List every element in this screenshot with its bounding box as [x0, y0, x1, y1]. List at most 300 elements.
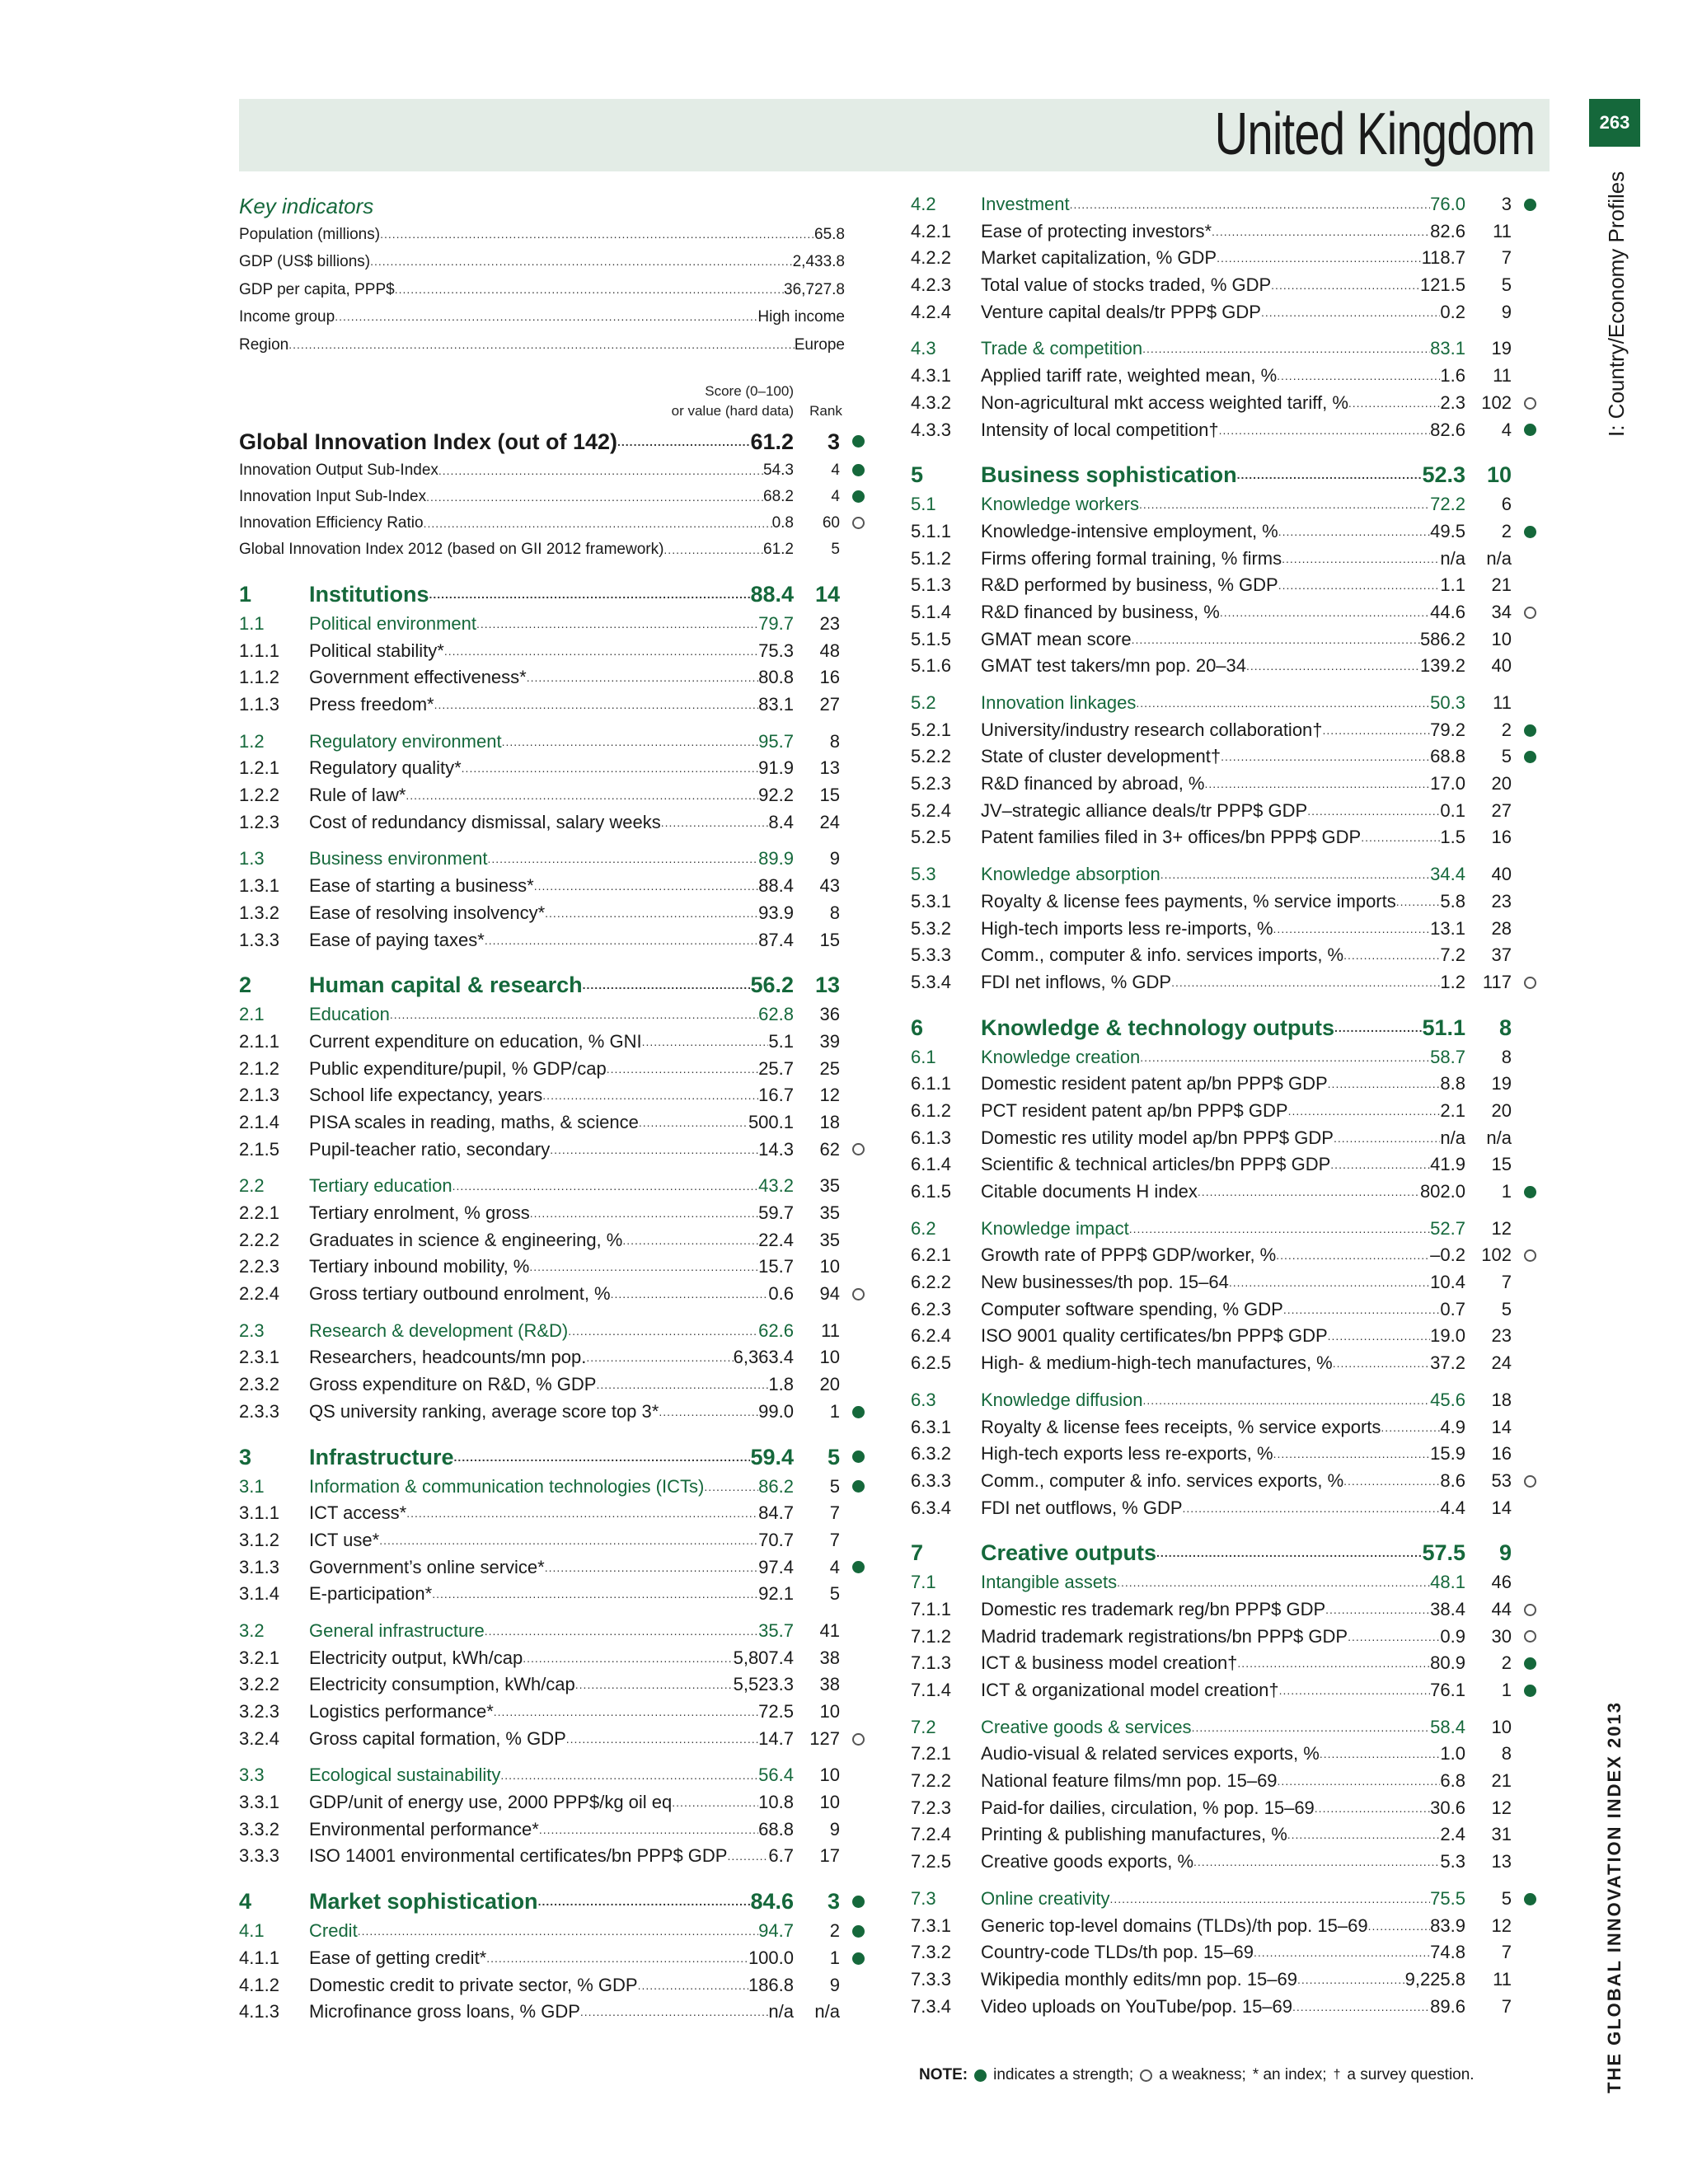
strength-marker — [852, 464, 865, 476]
indicator-row — [239, 900, 890, 927]
indicator-label: Tertiary inbound mobility, % — [309, 1256, 530, 1277]
marker-cell — [1517, 1296, 1543, 1324]
key-indicator-label: Population (millions) — [239, 226, 381, 243]
indicator-rank: 3 — [1501, 194, 1512, 214]
marker-cell — [845, 1109, 871, 1137]
indicator-label: E-participation* — [309, 1583, 433, 1605]
marker-cell — [845, 510, 871, 537]
leader-dots — [545, 900, 758, 927]
label-cell — [309, 664, 794, 691]
label-cell — [309, 1441, 794, 1474]
indicator-number: 2.1.2 — [239, 1057, 279, 1079]
note-label: NOTE: — [919, 2066, 968, 2083]
label-cell — [981, 1714, 1465, 1741]
label-cell — [981, 771, 1465, 798]
leader-dots — [1212, 218, 1430, 246]
label-cell — [309, 1227, 794, 1254]
indicator-row — [911, 1179, 1554, 1206]
score-header-line1: Score (0–100) — [705, 382, 794, 399]
indicator-number: 5.1.2 — [911, 547, 951, 569]
label-cell — [981, 1569, 1465, 1596]
indicator-label: JV–strategic alliance deals/tr PPP$ GDP — [981, 799, 1308, 821]
leader-dots — [454, 1441, 751, 1474]
indicator-label: Knowledge workers — [981, 494, 1139, 515]
marker-cell — [1517, 1886, 1543, 1913]
indicator-row — [911, 888, 1554, 916]
indicator-row — [911, 572, 1554, 599]
indicator-label: Knowledge diffusion — [981, 1389, 1143, 1410]
indicator-number: 7.1.4 — [911, 1680, 951, 1700]
indicator-number: 4.1 — [239, 1920, 265, 1942]
indicator-row — [911, 1768, 1554, 1795]
indicator-value: 83.1 — [1430, 338, 1465, 359]
indicator-row — [239, 1581, 890, 1608]
indicator-row — [911, 417, 1554, 444]
indicator-number: 7.2.1 — [911, 1743, 951, 1765]
indicator-row — [239, 873, 890, 900]
marker-cell — [845, 1554, 871, 1582]
indicator-value: 5,523.3 — [733, 1674, 794, 1695]
indicator-number: 5.3 — [911, 864, 936, 885]
indicator-row — [911, 1495, 1554, 1522]
indicator-number: 5.1.1 — [911, 520, 951, 541]
label-cell — [309, 1082, 794, 1109]
marker-cell — [1517, 1387, 1543, 1414]
indicator-rank: 14 — [1491, 1497, 1512, 1518]
indicator-value: 59.7 — [758, 1202, 794, 1224]
marker-cell — [845, 1137, 871, 1164]
label-cell — [309, 1999, 794, 2026]
indicator-label: Microfinance gross loans, % GDP — [309, 2001, 580, 2022]
indicator-value: 82.6 — [1430, 419, 1465, 440]
label-cell — [981, 717, 1465, 744]
marker-cell — [1517, 1741, 1543, 1768]
pillar-row — [239, 1441, 890, 1474]
indicator-label: Royalty & license fees receipts, % service exports — [981, 1416, 1381, 1437]
indicator-rank: 1 — [829, 1947, 840, 1968]
label-cell — [981, 824, 1465, 851]
indicator-value: n/a — [1440, 547, 1465, 569]
leader-dots — [370, 248, 793, 275]
indicator-value: 38.4 — [1430, 1598, 1465, 1619]
marker-cell — [1517, 363, 1543, 390]
marker-cell — [1517, 546, 1543, 573]
leader-dots — [487, 846, 758, 873]
indicator-value: 61.2 — [763, 540, 794, 558]
indicator-value: 10.4 — [1430, 1272, 1465, 1293]
indicator-row — [911, 363, 1554, 390]
indicator-value: 35.7 — [758, 1619, 794, 1641]
indicator-value: 93.9 — [758, 902, 794, 923]
side-label-bottom — [1601, 1701, 1627, 2093]
indicator-value: 802.0 — [1419, 1181, 1465, 1202]
indicator-label: Computer software spending, % GDP — [981, 1298, 1283, 1319]
indicator-rank: 8 — [1501, 1743, 1512, 1765]
sub-pillar-row — [239, 846, 890, 873]
label-cell — [309, 1500, 794, 1527]
indicator-label: GDP/unit of energy use, 2000 PPP$/kg oil eq — [309, 1792, 673, 1813]
indicator-label: National feature films/mn pop. 15–69 — [981, 1770, 1278, 1792]
marker-cell — [1517, 458, 1543, 491]
indicator-label: School life expectancy, years — [309, 1085, 543, 1106]
marker-cell — [1517, 942, 1543, 969]
indicator-number: 5.3.1 — [911, 890, 951, 912]
indicator-rank: 53 — [1491, 1469, 1512, 1491]
label-cell — [981, 1071, 1465, 1098]
indicator-rank: 23 — [1491, 1325, 1512, 1347]
sub-pillar-row — [239, 1001, 890, 1029]
sub-pillar-row — [911, 1569, 1554, 1596]
leader-dots — [1282, 546, 1440, 573]
label-cell — [981, 1495, 1465, 1522]
indicator-number: 7.3 — [911, 1887, 936, 1909]
leader-dots — [1132, 626, 1420, 654]
indicator-row — [239, 1371, 890, 1399]
indicator-rank: 38 — [819, 1674, 840, 1695]
label-cell — [309, 729, 794, 756]
marker-cell — [1517, 1151, 1543, 1179]
indicator-value: 50.3 — [1430, 692, 1465, 713]
indicator-number: 7.2 — [911, 1716, 936, 1737]
indicator-rank: 18 — [819, 1111, 840, 1132]
label-cell — [981, 1441, 1465, 1468]
marker-cell — [1517, 626, 1543, 654]
indicator-label: Innovation Output Sub-Index — [239, 461, 438, 479]
marker-cell — [1517, 969, 1543, 996]
indicator-row — [911, 1269, 1554, 1296]
indicator-number: 4.2.3 — [911, 274, 951, 296]
marker-cell — [845, 1500, 871, 1527]
indicator-number: 4.3 — [911, 338, 936, 359]
indicator-row — [239, 1500, 890, 1527]
pillar-row — [911, 1536, 1554, 1569]
indicator-row — [239, 782, 890, 809]
marker-cell — [1517, 1323, 1543, 1350]
indicator-value: 76.0 — [1430, 194, 1465, 214]
indicator-label: ISO 9001 quality certificates/bn PPP$ GDP — [981, 1325, 1328, 1347]
indicator-rank: 7 — [829, 1502, 840, 1524]
leader-dots — [1237, 458, 1423, 491]
indicator-rank: 62 — [819, 1138, 840, 1160]
indicator-number: 6.1 — [911, 1046, 936, 1067]
indicator-rank: 5 — [829, 1475, 840, 1497]
marker-cell — [1517, 491, 1543, 518]
indicator-rank: 7 — [829, 1529, 840, 1550]
indicator-rank: 15 — [819, 785, 840, 806]
marker-cell — [1517, 1242, 1543, 1269]
indicator-label: Tertiary education — [309, 1175, 452, 1197]
leader-dots — [1396, 888, 1441, 916]
leader-dots — [390, 1001, 758, 1029]
indicator-value: 51.1 — [1422, 1015, 1465, 1040]
leader-dots — [1325, 1596, 1430, 1624]
indicator-number: 4.2.2 — [911, 247, 951, 269]
indicator-rank: 31 — [1491, 1824, 1512, 1845]
pillar-number: 5 — [911, 462, 924, 488]
leader-dots — [406, 1500, 758, 1527]
indicator-number: 5.3.4 — [911, 971, 951, 992]
indicator-row — [911, 1125, 1554, 1152]
score-header — [645, 382, 794, 421]
indicator-label: Intensity of local competition† — [981, 419, 1219, 440]
marker-cell — [845, 1671, 871, 1699]
indicator-row — [911, 272, 1554, 299]
leader-dots — [622, 1227, 758, 1254]
indicator-number: 2.3.2 — [239, 1374, 279, 1395]
indicator-value: 91.9 — [758, 757, 794, 779]
indicator-value: 76.1 — [1430, 1680, 1465, 1700]
indicator-rank: 9 — [829, 1818, 840, 1840]
label-cell — [981, 798, 1465, 825]
leader-dots — [727, 1843, 768, 1870]
label-cell — [309, 1618, 794, 1645]
marker-cell — [845, 1254, 871, 1281]
leader-dots — [1333, 1350, 1430, 1377]
strength-marker — [1524, 1685, 1536, 1697]
indicator-rank: 36 — [819, 1004, 840, 1025]
pillar-row — [239, 968, 890, 1001]
indicator-rank: 27 — [819, 694, 840, 715]
indicator-row — [239, 664, 890, 691]
column-header — [239, 375, 890, 426]
marker-cell — [845, 1281, 871, 1308]
indicator-rank: 30 — [1491, 1625, 1512, 1647]
indicator-number: 7.3.1 — [911, 1915, 951, 1936]
leader-dots — [462, 755, 759, 782]
marker-cell — [845, 1474, 871, 1501]
indicator-rank: 12 — [1491, 1797, 1512, 1818]
key-indicator-label: Region — [239, 335, 289, 354]
pillar-rank: 9 — [1498, 1540, 1512, 1566]
leader-dots — [406, 782, 758, 809]
indicator-label: Pupil-teacher ratio, secondary — [309, 1138, 551, 1160]
leader-dots — [1278, 572, 1441, 599]
pillar-row — [911, 1011, 1554, 1044]
indicator-number: 6.2 — [911, 1217, 936, 1239]
marker-cell — [845, 846, 871, 873]
indicator-label: Education — [309, 1004, 390, 1025]
indicator-label: GMAT test takers/mn pop. 20–34 — [981, 655, 1247, 677]
marker-cell — [1517, 1650, 1543, 1677]
indicator-rank: 8 — [1501, 1046, 1512, 1067]
indicator-row — [239, 691, 890, 719]
leader-dots — [642, 1029, 769, 1056]
marker-cell — [845, 484, 871, 510]
indicator-number: 6.1.4 — [911, 1154, 951, 1175]
indicator-rank: 9 — [829, 848, 840, 869]
marker-cell — [1517, 1495, 1543, 1522]
indicator-row — [911, 1151, 1554, 1179]
indicator-label: Ecological sustainability — [309, 1765, 501, 1786]
marker-cell — [845, 1029, 871, 1056]
marker-cell — [845, 1399, 871, 1426]
indicator-value: 59.4 — [750, 1444, 794, 1469]
indicator-value: 74.8 — [1430, 1942, 1465, 1963]
marker-cell — [845, 782, 871, 809]
label-cell — [309, 638, 794, 665]
label-cell — [309, 782, 794, 809]
label-cell — [309, 1843, 794, 1870]
indicator-value: 82.6 — [1430, 220, 1465, 241]
leader-dots — [538, 1885, 751, 1918]
indicator-label: Growth rate of PPP$ GDP/worker, % — [981, 1244, 1277, 1266]
label-cell — [309, 1726, 794, 1753]
indicator-rank: 43 — [819, 875, 840, 897]
marker-cell — [1517, 1468, 1543, 1495]
indicator-rank: 21 — [1491, 574, 1512, 596]
indicator-row — [239, 1137, 890, 1164]
indicator-value: 83.9 — [1430, 1915, 1465, 1936]
leader-dots — [485, 1618, 758, 1645]
indicator-value: 1.0 — [1440, 1743, 1465, 1765]
indicator-label: Researchers, headcounts/mn pop. — [309, 1347, 587, 1368]
indicator-value: 186.8 — [748, 1974, 794, 1995]
indicator-value: 15.7 — [758, 1256, 794, 1277]
gii-value: 61.2 — [750, 429, 794, 454]
indicator-row — [911, 1596, 1554, 1624]
label-cell — [309, 1554, 794, 1582]
indicator-value: 16.7 — [758, 1085, 794, 1106]
indicator-label: Comm., computer & info. services imports, % — [981, 944, 1344, 966]
indicator-number: 6.1.3 — [911, 1127, 951, 1148]
indicator-number: 2.2.2 — [239, 1229, 279, 1250]
marker-cell — [1517, 1044, 1543, 1071]
label-cell — [981, 1350, 1465, 1377]
indicator-number: 2.2 — [239, 1175, 265, 1197]
key-indicator-value: Europe — [794, 335, 845, 354]
marker-cell — [1517, 717, 1543, 744]
leader-dots — [486, 1945, 748, 1972]
indicator-value: 97.4 — [758, 1556, 794, 1577]
label-cell — [309, 1029, 794, 1056]
indicator-number: 5.2.3 — [911, 773, 951, 794]
leader-dots — [580, 1999, 769, 2026]
label-cell — [981, 599, 1465, 626]
indicator-label: ICT access* — [309, 1502, 407, 1524]
leader-dots — [523, 1645, 733, 1672]
label-cell — [309, 927, 794, 954]
weakness-marker — [1524, 1604, 1536, 1616]
leader-dots — [639, 1109, 748, 1137]
label-cell — [309, 611, 794, 638]
leader-dots — [568, 1318, 758, 1345]
leader-dots — [1271, 272, 1420, 299]
indicator-rank: 20 — [819, 1374, 840, 1395]
indicator-value: 80.8 — [758, 667, 794, 688]
indicator-value: 7.2 — [1440, 944, 1465, 966]
indicator-row — [911, 1071, 1554, 1098]
indicator-value: 79.2 — [1430, 719, 1465, 740]
indicator-label: Madrid trademark registrations/bn PPP$ GDP — [981, 1625, 1348, 1647]
indicator-number: 3.2.1 — [239, 1647, 279, 1668]
indicator-label: Knowledge & technology outputs — [981, 1015, 1334, 1040]
gii-subindex-row — [239, 484, 890, 510]
indicator-number: 7.2.4 — [911, 1824, 951, 1845]
indicator-row — [911, 1677, 1554, 1704]
weakness-marker — [852, 1143, 865, 1155]
indicator-number: 2.2.4 — [239, 1283, 279, 1305]
indicator-number: 5.1.6 — [911, 655, 951, 677]
leader-dots — [379, 1527, 758, 1554]
sub-pillar-row — [239, 1474, 890, 1501]
indicator-number: 1.3.2 — [239, 902, 279, 923]
indicator-label: Ease of starting a business* — [309, 875, 534, 897]
strength-marker — [1524, 424, 1536, 436]
indicator-label: Business environment — [309, 848, 488, 869]
leader-dots — [1229, 1269, 1430, 1296]
indicator-number: 4.1.3 — [239, 2001, 279, 2022]
indicator-rank: 17 — [819, 1845, 840, 1867]
indicator-rank: 11 — [821, 1319, 840, 1341]
label-cell — [309, 873, 794, 900]
marker-cell — [845, 1789, 871, 1816]
indicator-label: ICT use* — [309, 1529, 380, 1550]
leader-dots — [1171, 969, 1440, 996]
indicator-label: Global Innovation Index 2012 (based on GII 2012 framework) — [239, 540, 664, 558]
indicator-rank: 7 — [1501, 247, 1512, 269]
leader-dots — [1330, 1151, 1430, 1179]
indicator-row — [239, 809, 890, 837]
leader-dots — [1334, 1125, 1440, 1152]
indicator-row — [239, 1999, 890, 2026]
label-cell — [981, 1387, 1465, 1414]
indicator-number: 7.2.5 — [911, 1851, 951, 1872]
indicator-value: 95.7 — [758, 730, 794, 752]
leader-dots — [1348, 390, 1441, 417]
strength-marker — [852, 1480, 865, 1493]
leader-dots — [530, 1200, 758, 1227]
indicator-label: High-tech exports less re-exports, % — [981, 1443, 1273, 1465]
indicator-label: Applied tariff rate, weighted mean, % — [981, 365, 1278, 387]
leader-dots — [485, 927, 758, 954]
strength-marker — [1524, 526, 1536, 538]
indicator-value: 25.7 — [758, 1057, 794, 1079]
indicator-row — [911, 546, 1554, 573]
indicator-rank: 24 — [819, 811, 840, 832]
indicator-label: ICT & business model creation† — [981, 1652, 1238, 1674]
marker-cell — [845, 1762, 871, 1789]
pillar-number: 1 — [239, 581, 252, 607]
label-cell — [309, 1371, 794, 1399]
indicator-rank: 10 — [819, 1347, 840, 1368]
indicator-number: 5.2.2 — [911, 746, 951, 767]
sub-pillar-row — [911, 1886, 1554, 1913]
indicator-value: 56.2 — [750, 972, 794, 998]
leader-dots — [1193, 1849, 1440, 1876]
label-cell — [981, 1677, 1465, 1704]
indicator-label: Royalty & license fees payments, % service imports — [981, 890, 1396, 912]
indicator-row — [239, 1029, 890, 1056]
indicator-number: 6.3.2 — [911, 1443, 951, 1465]
indicator-number: 4.3.2 — [911, 391, 951, 413]
indicator-number: 4.3.1 — [911, 365, 951, 387]
indicator-rank: 60 — [822, 513, 840, 532]
label-cell — [981, 1216, 1465, 1243]
indicator-number: 3.3 — [239, 1765, 265, 1786]
marker-cell — [845, 1200, 871, 1227]
leader-dots — [1070, 191, 1431, 218]
label-cell — [981, 572, 1465, 599]
marker-cell — [845, 809, 871, 837]
sub-pillar-row — [911, 335, 1554, 363]
indicator-value: 0.6 — [768, 1283, 794, 1305]
indicator-rank: 15 — [1491, 1154, 1512, 1175]
indicator-label: Audio-visual & related services exports, % — [981, 1743, 1320, 1765]
indicator-number: 4.1.2 — [239, 1974, 279, 1995]
marker-cell — [1517, 771, 1543, 798]
indicator-rank: 44 — [1491, 1598, 1512, 1619]
leader-dots — [358, 1918, 758, 1945]
